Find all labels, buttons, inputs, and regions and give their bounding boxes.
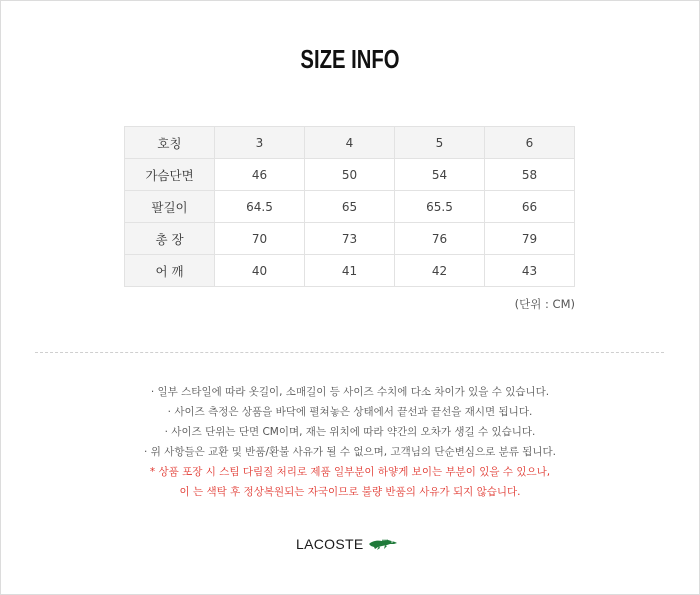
unit-label: (단위 : CM): [514, 297, 575, 311]
value-cell: 42: [395, 255, 485, 287]
brand-logo: [296, 536, 398, 552]
value-cell: 65: [305, 191, 395, 223]
row-label-cell: 어 깨: [125, 255, 215, 287]
size-table: [124, 126, 575, 287]
table-header-row: [125, 127, 575, 159]
value-cell: 50: [305, 159, 395, 191]
size-header-cell: 5: [395, 127, 485, 159]
value-cell: 64.5: [215, 191, 305, 223]
value-cell: 70: [215, 223, 305, 255]
crocodile-icon: [368, 537, 398, 551]
value-cell: 54: [395, 159, 485, 191]
notice-item-warning: 이 는 색탁 후 정상복원되는 자국이므로 불량 반품의 사유가 되지 않습니다.: [179, 486, 521, 498]
dashed-divider: [35, 352, 664, 353]
notice-item: · 일부 스타일에 따라 옷길이, 소매길이 등 사이즈 수치에 다소 차이가 있을 수 있습니다.: [150, 386, 550, 398]
size-header-cell: 3: [215, 127, 305, 159]
table-row-length: [125, 223, 575, 255]
value-cell: 76: [395, 223, 485, 255]
size-header-cell: 4: [305, 127, 395, 159]
value-cell: 40: [215, 255, 305, 287]
notice-item-warning: * 상품 포장 시 스팀 다림질 처리로 제품 일부분이 하얗게 보이는 부분이 있을 수 있으나,: [149, 466, 551, 478]
value-cell: 43: [485, 255, 575, 287]
value-cell: 41: [305, 255, 395, 287]
value-cell: 58: [485, 159, 575, 191]
value-cell: 65.5: [395, 191, 485, 223]
row-label-cell: 총 장: [125, 223, 215, 255]
value-cell: 79: [485, 223, 575, 255]
notice-item: · 사이즈 측정은 상품을 바닥에 펼쳐놓은 상태에서 끝선과 끝선을 재시면 됩니다.: [167, 406, 533, 418]
table-row-sleeve: [125, 191, 575, 223]
size-header-cell: 6: [485, 127, 575, 159]
row-label-cell: 팔길이: [125, 191, 215, 223]
notice-item: · 사이즈 단위는 단면 CM이며, 재는 위치에 따라 약간의 오차가 생길 수 있습니다.: [164, 426, 536, 438]
notice-list: [0, 382, 700, 502]
brand-wordmark: LACOSTE: [296, 536, 364, 552]
value-cell: 73: [305, 223, 395, 255]
page-title: SIZE INFO: [300, 44, 400, 74]
table-row-shoulder: [125, 255, 575, 287]
row-label-cell: 가슴단면: [125, 159, 215, 191]
table-row-chest: [125, 159, 575, 191]
header-label-cell: 호칭: [125, 127, 215, 159]
notice-item: · 위 사항들은 교환 및 반품/환불 사유가 될 수 없으며, 고객님의 단순변심으로 분류 됩니다.: [144, 446, 556, 458]
value-cell: 66: [485, 191, 575, 223]
value-cell: 46: [215, 159, 305, 191]
